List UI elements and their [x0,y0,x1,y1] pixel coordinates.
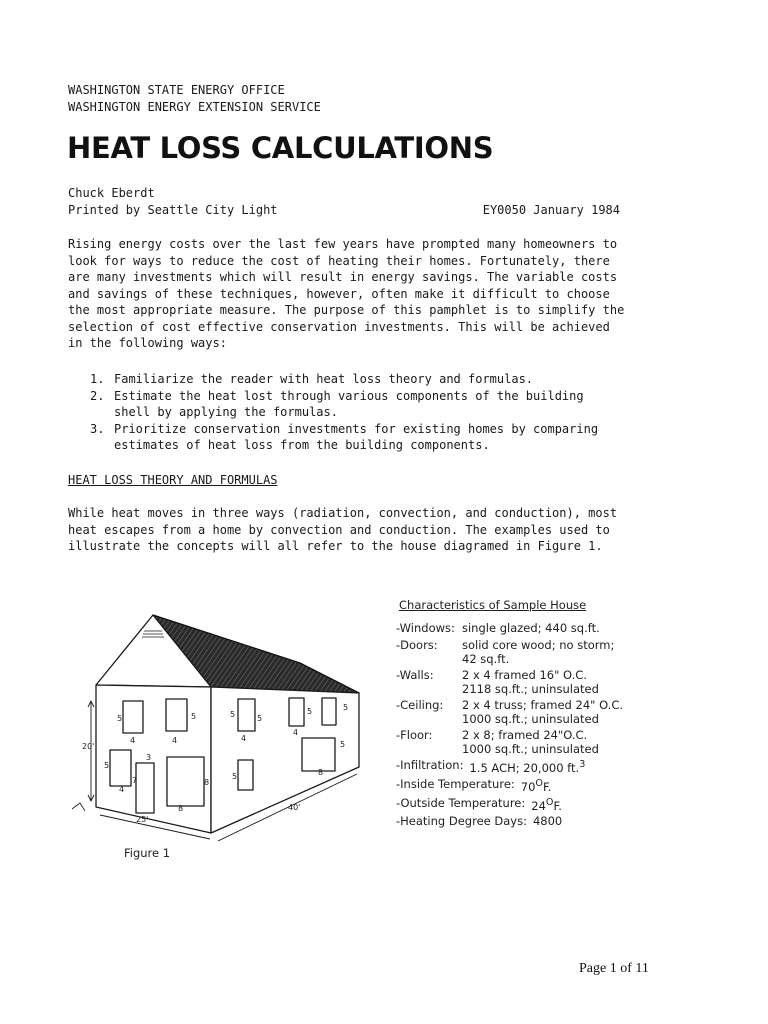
window-label: 8 [318,768,324,777]
characteristic-label: -Heating Degree Days: [396,814,527,829]
window-label: 5 [191,712,197,721]
characteristic-value: 2 x 4 framed 16" O.C. 2118 sq.ft.; uninsulated [462,668,599,696]
agency-line-2: WASHINGTON ENERGY EXTENSION SERVICE [68,99,321,114]
theory-paragraph: While heat moves in three ways (radiation, convection, and conduction), most heat escapes from a home by convection and conduction. The examples used to illustrate the concepts will all refer to the house diagramed in Figure 1. [68,506,618,553]
list-item [90,421,610,454]
list-item-text: Estimate the heat lost through various components of the building shell by applying the formulas. [114,388,584,419]
list-item-number: 1. [90,372,105,386]
characteristic-label: -Floor: [396,728,433,742]
window-label: 4 [130,736,136,745]
characteristics-panel [396,598,656,830]
window-label: 5 [257,714,263,723]
house-illustration [60,595,380,870]
window-label: 4 [119,785,125,794]
characteristic-row [396,668,656,696]
goals-list [90,371,610,454]
characteristic-value: $24^OF$. [531,796,562,813]
characteristic-row [396,814,656,829]
window-label: 5 [343,703,349,712]
door-label: 7 [132,776,138,785]
list-item-text: Familiarize the reader with heat loss theory and formulas. [114,372,534,386]
characteristic-value: solid core wood; no storm; 42 sq.ft. [462,638,615,666]
characteristic-row [396,796,656,813]
characteristic-label: -Walls: [396,668,434,682]
characteristic-label: -Inside Temperature: [396,776,515,791]
window-label: 4 [241,734,247,743]
characteristic-label: -Doors: [396,638,438,652]
window-label: 5 [117,714,123,723]
list-item [90,388,610,421]
dimension-length: 40' [288,803,301,812]
characteristic-row [396,758,656,775]
side-wall [211,687,359,833]
list-item-number: 2. [90,388,105,403]
window-label: 8 [204,778,210,787]
dimension-width: 25' [136,815,149,824]
dimension-height: 20' [82,742,95,751]
page-number: Page 1 of 11 [579,961,649,976]
window-label: 5 [307,707,313,716]
characteristic-value: 2 x 4 truss; framed 24" O.C. 1000 sq.ft.; uninsulated [462,698,624,726]
characteristic-value: 4800 [532,814,563,829]
author-block [68,185,620,218]
window-label: 4 [172,736,178,745]
characteristic-label: -Ceiling: [396,698,444,712]
characteristic-value: 1.5 ACH; 20,000 ft.$^3$ [469,759,586,775]
characteristic-label: -Infiltration: [396,758,464,772]
window-label: 8 [178,804,184,813]
characteristic-row [396,777,656,794]
list-item [90,371,610,388]
characteristic-row [396,621,656,636]
section-heading: HEAT LOSS THEORY AND FORMULAS [68,473,278,487]
document-code-date: EY0050 January 1984 [482,202,620,217]
window-label: 5 [230,710,236,719]
door-label: 3 [146,753,152,762]
document-title: HEAT LOSS CALCULATIONS [67,131,494,165]
figure-caption: Figure 1 [124,846,171,860]
characteristic-label: -Windows: [396,621,455,635]
window-label: 5 [340,740,346,749]
printer-row [68,202,620,219]
characteristics-title: Characteristics of Sample House [399,598,587,612]
printed-by: Printed by Seattle City Light [68,202,278,217]
agency-line-1: WASHINGTON STATE ENERGY OFFICE [68,83,285,97]
list-item-text: Prioritize conservation investments for existing homes by comparing estimates of heat loss from the building components. [114,421,599,452]
characteristic-value: 2 x 8; framed 24"O.C. 1000 sq.ft.; uninsulated [462,728,599,756]
list-item-number: 3. [90,421,105,436]
agency-header [68,82,321,115]
characteristic-value: single glazed; 440 sq.ft. [462,621,600,635]
window-label: 5 [104,761,110,770]
characteristic-row [396,698,656,726]
characteristic-row [396,638,656,666]
characteristic-value: $70^OF$. [520,777,552,794]
window-label: 5 [232,772,238,781]
author-name: Chuck Eberdt [68,186,155,200]
characteristic-row [396,728,656,756]
characteristic-label: -Outside Temperature: [396,795,526,810]
intro-paragraph: Rising energy costs over the last few years have prompted many homeowners to look for ways to reduce the cost of heating their homes. Fortunately, there are many investments which will result in energy savings. The variable costs and savings of these techniques, however, often make it difficult to choose the most appropriate measure. The purpose of this pamphlet is to simplify the selection of cost effective conservation investments. This will be achieved in the following ways: [68,237,625,350]
window-label: 4 [293,728,299,737]
